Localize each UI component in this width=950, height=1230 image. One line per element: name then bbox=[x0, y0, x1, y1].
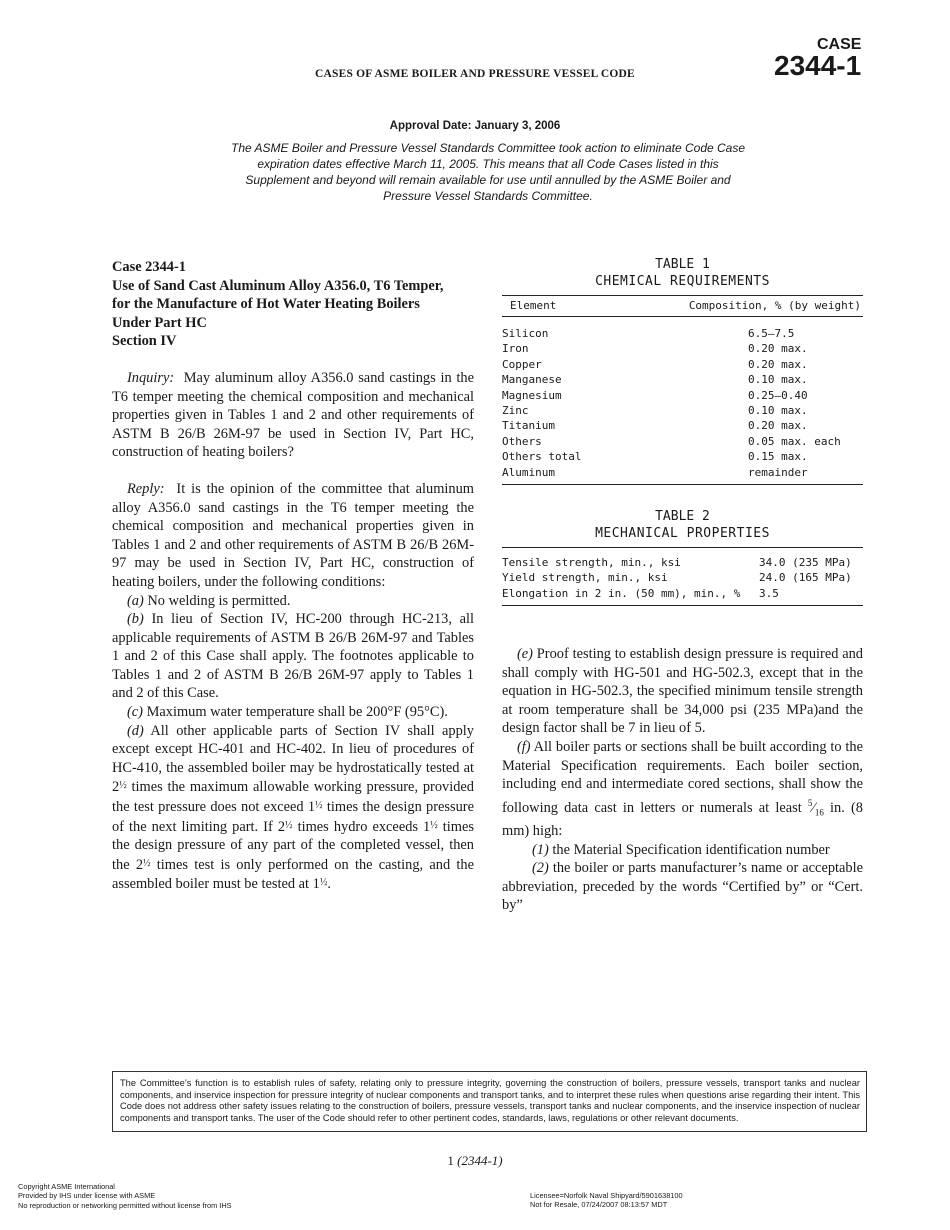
table-row bbox=[502, 403, 863, 418]
element-cell: Silicon bbox=[502, 327, 549, 340]
condition-b bbox=[112, 610, 474, 703]
inquiry-label: Inquiry: bbox=[127, 369, 175, 386]
condition-text: times the design pressure of the next limiting part. If 2 bbox=[112, 799, 474, 835]
approval-notice: The ASME Boiler and Pressure Vessel Standards Committee took action to eliminate Code Case expiration dates effective March 11, 2005. This means that all Code Cases listed in this Supplement and beyond will remain available for use until annulled by the ASME Boiler and Pressure Vessel Standards Committee. bbox=[230, 141, 746, 203]
table-2-title: MECHANICAL PROPERTIES bbox=[595, 526, 770, 541]
column-header: Composition, % (by weight) bbox=[688, 299, 861, 312]
condition-text: Proof testing to establish design pressure is required and shall comply with HG-501 and HG-502.3, except that in the equation in HG-502.3, the specified minimum tensile strength at room temperature shall be 34,000 psi (235 MPa)and the design factor shall be 7 in lieu of 5. bbox=[502, 646, 863, 737]
license-line: Not for Resale, 07/24/2007 08:13:57 MDT bbox=[530, 1200, 668, 1210]
element-cell: Titanium bbox=[502, 419, 555, 433]
inquiry-text: May aluminum alloy A356.0 sand castings in the T6 temper meeting the chemical composition and mechanical properties given in Tables 1 and 2 and other requirements of ASTM B 26/B 26M-97 be used in Section IV, Part HC, construction of heating boilers? bbox=[112, 369, 475, 461]
composition-cell: 0.15 max. bbox=[748, 450, 808, 464]
case-heading-line: for the Manufacture of Hot Water Heating Boilers bbox=[112, 296, 420, 313]
property-cell: Yield strength, min., ksi bbox=[502, 571, 668, 585]
fraction: ½ bbox=[319, 877, 328, 889]
condition-text: times the maximum allowable working pressure, provided the test pressure does not exceed 1 bbox=[112, 779, 474, 816]
copyright-line: No reproduction or networking permitted without license from IHS bbox=[18, 1200, 232, 1210]
table-1 bbox=[502, 256, 863, 485]
approval-date: Approval Date: January 3, 2006 bbox=[389, 120, 561, 132]
condition-text: the Material Specification identification number bbox=[552, 841, 830, 858]
element-cell: Copper bbox=[502, 357, 542, 371]
condition-label: (c) bbox=[127, 704, 143, 721]
case-heading-line: Use of Sand Cast Aluminum Alloy A356.0, T6 Temper, bbox=[112, 277, 444, 294]
case-heading-line: Section IV bbox=[112, 333, 177, 350]
table-row bbox=[502, 341, 863, 356]
running-header: CASES OF ASME BOILER AND PRESSURE VESSEL CODE bbox=[315, 68, 635, 80]
element-cell: Manganese bbox=[502, 373, 562, 387]
property-value-cell: 3.5 bbox=[759, 586, 779, 600]
case-heading-line: Case 2344-1 bbox=[112, 259, 186, 275]
composition-cell: 0.20 max. bbox=[748, 419, 808, 433]
condition-f-1 bbox=[502, 841, 863, 860]
composition-cell: 6.5–7.5 bbox=[748, 327, 795, 340]
right-column bbox=[502, 645, 863, 915]
condition-label: (b) bbox=[127, 611, 144, 628]
table-1-header bbox=[502, 295, 863, 317]
condition-text: . bbox=[327, 876, 331, 893]
fraction: ½ bbox=[430, 819, 438, 831]
composition-cell: 0.10 max. bbox=[748, 404, 808, 418]
fraction: ½ bbox=[119, 780, 127, 792]
inquiry-paragraph bbox=[112, 369, 474, 462]
table-2-body bbox=[502, 547, 863, 606]
case-label: CASE bbox=[817, 36, 862, 53]
left-column bbox=[112, 258, 474, 894]
condition-f-2 bbox=[502, 859, 863, 915]
condition-text: All other applicable parts of Section IV shall apply except except HC-401 and HC-402. In lieu of procedures of HC-410, the assembled boiler may be hydrostatically tested at 2 bbox=[112, 722, 474, 796]
table-2 bbox=[502, 508, 863, 606]
condition-label: (2) bbox=[532, 860, 549, 877]
page-number-suffix: (2344-1) bbox=[457, 1153, 503, 1168]
table-1-caption: TABLE 1 bbox=[655, 257, 710, 272]
case-number: 2344-1 bbox=[774, 50, 862, 81]
composition-cell: 0.10 max. bbox=[748, 373, 808, 387]
reply-paragraph bbox=[112, 480, 474, 592]
composition-cell: 0.05 max. each bbox=[748, 434, 841, 448]
property-cell: Tensile strength, min., ksi bbox=[502, 556, 681, 569]
composition-cell: 0.20 max. bbox=[748, 342, 808, 356]
table-row bbox=[502, 465, 863, 480]
case-heading bbox=[112, 258, 474, 351]
condition-f: (f) All boiler parts or sections shall be built according to the Material Specification requirements. Each boiler section, including end and intermediate cored sections, shall show the following data cast in letters or numerals at least $^5⁄_{16}$ in. (8 mm) high: bbox=[502, 738, 863, 840]
element-cell: Magnesium bbox=[502, 388, 562, 402]
reply-text: It is the opinion of the committee that aluminum alloy A356.0 sand castings in the T6 temper meeting the chemical composition and mechanical properties given in Tables 1 and 2 and other requirements of ASTM B 26/B 26M-97 may be used in Section IV, Part HC, construction of heating boilers, under the following conditions: bbox=[112, 480, 475, 590]
condition-c bbox=[112, 703, 474, 722]
license-line: Licensee=Norfolk Naval Shipyard/5901638100 bbox=[530, 1191, 683, 1200]
property-value-cell: 34.0 (235 MPa) bbox=[759, 556, 852, 569]
condition-text: In lieu of Section IV, HC-200 through HC-213, all applicable requirements of ASTM B 26/B 26M-97 and Tables 1 and 2 of this Case shall apply. The footnotes applicable to Tables 1 and 2 of ASTM B 26/B 26M-97 apply to Tables 1 and 2 of this Case. bbox=[112, 611, 474, 702]
composition-cell: 0.25–0.40 bbox=[748, 388, 808, 402]
property-cell: Elongation in 2 in. (50 mm), min., % bbox=[502, 586, 741, 600]
reply-label: Reply: bbox=[127, 480, 165, 497]
table-row bbox=[502, 586, 863, 601]
page-number-value: 1 bbox=[447, 1153, 454, 1168]
element-cell: Iron bbox=[502, 342, 529, 356]
table-2-caption: TABLE 2 bbox=[655, 509, 710, 524]
composition-cell: 0.20 max. bbox=[748, 357, 808, 371]
table-1-body bbox=[502, 317, 863, 485]
table-row bbox=[502, 570, 863, 585]
table-1-title: CHEMICAL REQUIREMENTS bbox=[595, 274, 770, 289]
element-cell: Zinc bbox=[502, 404, 529, 418]
table-row bbox=[502, 388, 863, 403]
copyright-line: Copyright ASME International bbox=[18, 1182, 115, 1191]
committee-notice: The Committee’s function is to establish rules of safety, relating only to pressure integrity, governing the construction of boilers, pressure vessels, transport tanks and nuclear components, and inservice inspection for pressure integrity of nuclear components and transport tanks, and to interpret these rules when questions arise regarding their intent. This Code does not address other safety issues relating to the construction of boilers, pressure vessels, transport tanks and nuclear components, and the inservice inspection of nuclear components and transport tanks. The user of the Code should refer to other pertinent codes, standards, laws, regulations or other relevant documents. bbox=[112, 1071, 867, 1132]
table-row bbox=[502, 555, 863, 570]
element-cell: Others bbox=[502, 434, 542, 448]
fraction: ½ bbox=[315, 800, 323, 812]
condition-a bbox=[112, 592, 474, 611]
condition-label: (a) bbox=[127, 592, 144, 609]
table-row bbox=[502, 434, 863, 449]
condition-text: No welding is permitted. bbox=[147, 592, 291, 609]
condition-text: times test is only performed on the casting, and the assembled boiler must be tested at 1 bbox=[112, 856, 474, 893]
copyright-notice bbox=[18, 1182, 232, 1210]
condition-e bbox=[502, 645, 863, 738]
table-row bbox=[502, 449, 863, 464]
fraction-denominator: 16 bbox=[814, 807, 824, 818]
condition-text: times the design pressure of any part of the completed vessel, then the 2 bbox=[112, 818, 474, 873]
table-row bbox=[502, 326, 863, 341]
condition-d bbox=[112, 722, 474, 894]
condition-label: (e) bbox=[517, 646, 533, 662]
condition-text: in. (8 mm) high: bbox=[502, 799, 863, 840]
element-cell: Others total bbox=[502, 450, 582, 464]
license-notice bbox=[530, 1191, 683, 1210]
condition-text: Maximum water temperature shall be 200°F (95°C). bbox=[146, 704, 448, 721]
property-value-cell: 24.0 (165 MPa) bbox=[759, 571, 852, 585]
condition-label: (f) bbox=[517, 738, 531, 755]
fraction: ½ bbox=[143, 857, 151, 869]
composition-cell: remainder bbox=[748, 465, 808, 479]
condition-label: (d) bbox=[127, 722, 144, 739]
table-row bbox=[502, 418, 863, 433]
case-heading-line: Under Part HC bbox=[112, 314, 207, 331]
condition-label: (1) bbox=[532, 841, 549, 858]
fraction: ½ bbox=[285, 819, 293, 831]
page-number bbox=[0, 1153, 950, 1169]
column-header: Element bbox=[510, 299, 557, 312]
condition-text: All boiler parts or sections shall be built according to the Material Specification requirements. Each boiler section, including end and intermediate cored sections, shall show the following data cast in letters or numerals at least bbox=[502, 738, 863, 816]
element-cell: Aluminum bbox=[502, 465, 555, 479]
table-row bbox=[502, 372, 863, 387]
table-row bbox=[502, 357, 863, 372]
fraction-numerator: 5 bbox=[807, 797, 813, 808]
condition-text: times hydro exceeds 1 bbox=[292, 818, 431, 835]
condition-text: the boiler or parts manufacturer’s name or acceptable abbreviation, preceded by the words “Certified by” or “Cert. by” bbox=[502, 860, 863, 914]
copyright-line: Provided by IHS under license with ASME bbox=[18, 1191, 156, 1201]
